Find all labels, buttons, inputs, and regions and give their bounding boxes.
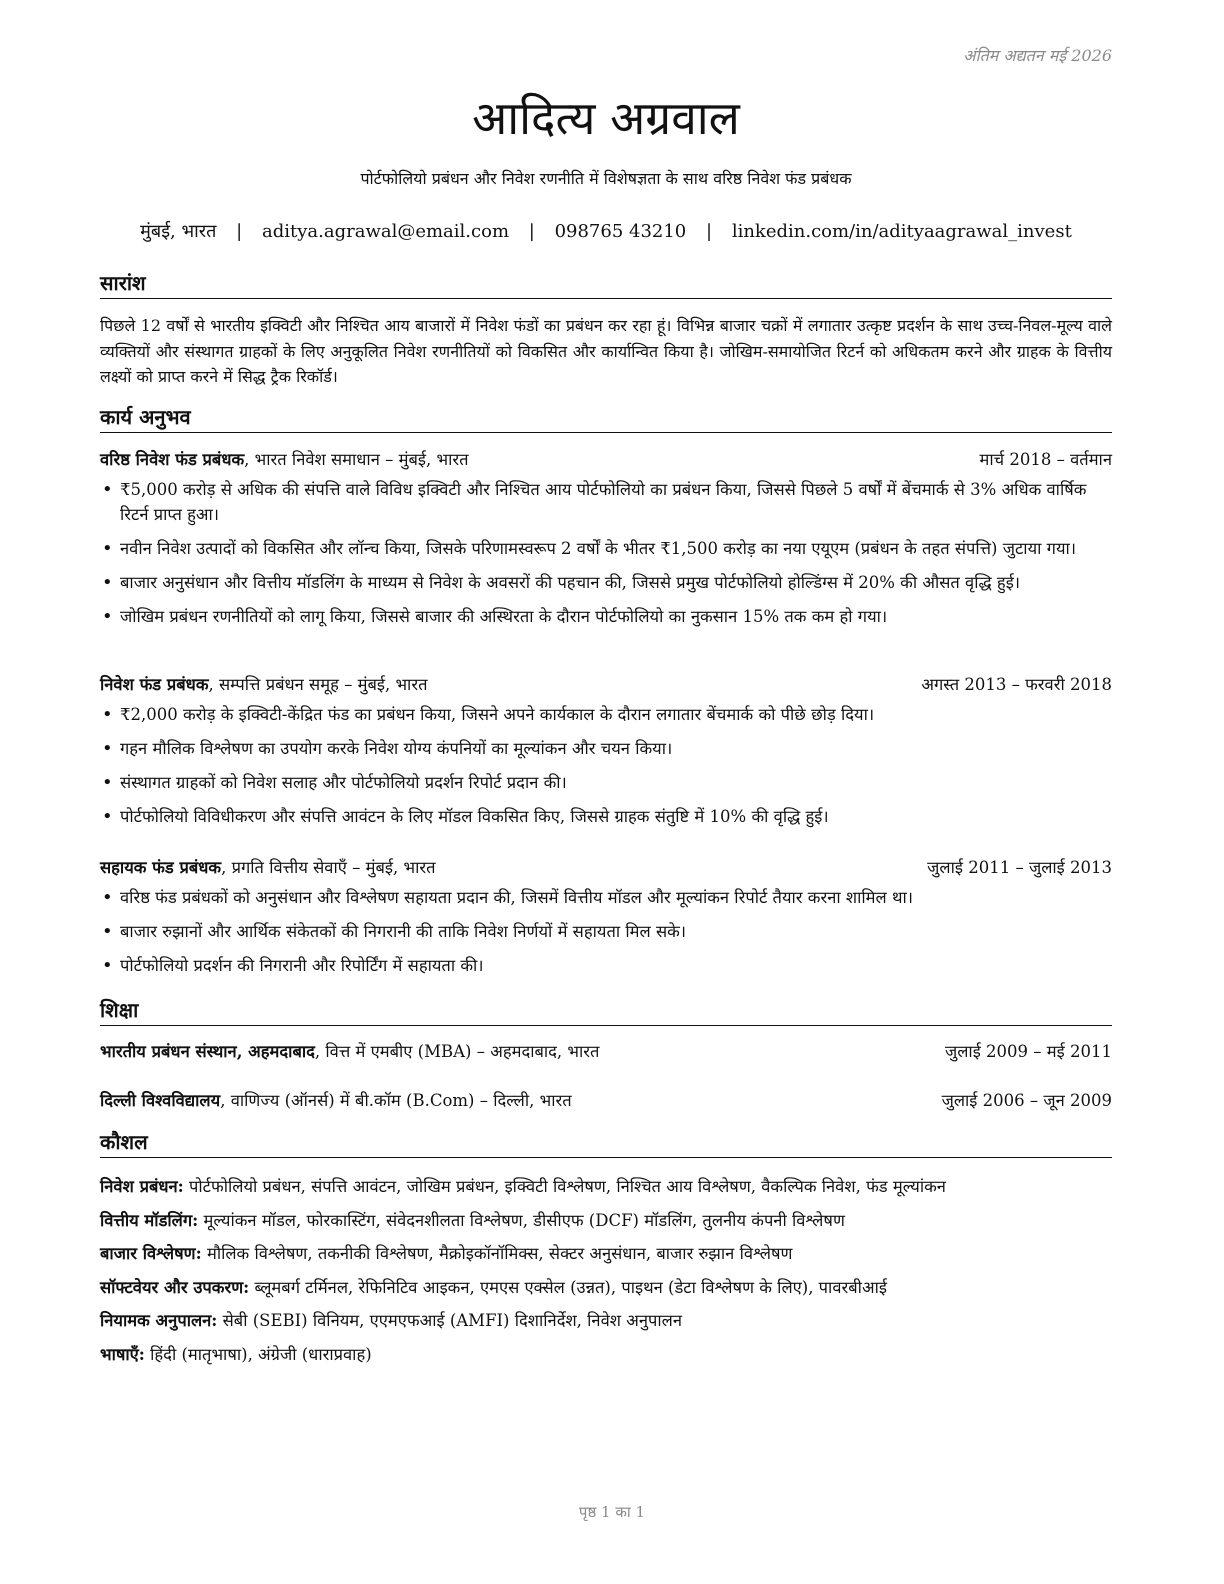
contact-separator: |	[706, 221, 713, 242]
skill-category: निवेश प्रबंधन:	[100, 1177, 184, 1196]
summary-text: पिछले 12 वर्षों से भारतीय इक्विटी और निश्चित आय बाजारों में निवेश फंडों का प्रबंधन कर रहा हूं। विभिन्न बाजार चक्रों में लगातार उत्कृष्ट प्रदर्शन के साथ उच्च-निवल-मूल्य वाले व्यक्तियों और संस्थागत ग्राहकों के लिए अनुकूलित निवेश रणनीतियों को विकसित और कार्यान्वित किया है। जोखिम-समायोजित रिटर्न को अधिकतम करने और ग्राहक के वित्तीय लक्ष्यों को प्राप्त करने में सिद्ध ट्रैक रिकॉर्ड।	[100, 316, 1112, 386]
job-title: वरिष्ठ निवेश फंड प्रबंधक	[100, 450, 245, 469]
education-dates: जुलाई 2006 – जून 2009	[941, 1091, 1112, 1110]
skill-row	[100, 1170, 1112, 1204]
section-title-skills: कौशल	[100, 1129, 1112, 1158]
skill-items: मूल्यांकन मॉडल, फोरकास्टिंग, संवेदनशीलता विश्लेषण, डीसीएफ (DCF) मॉडलिंग, तुलनीय कंपनी विश्लेषण	[198, 1210, 845, 1230]
skills-list	[100, 1170, 1112, 1372]
job-org: , प्रगति वित्तीय सेवाएँ – मुंबई, भारत	[221, 858, 436, 877]
skill-row	[100, 1271, 1112, 1305]
skill-items: सेबी (SEBI) विनियम, एएमएफआई (AMFI) दिशानिर्देश, निवेश अनुपालन	[217, 1311, 682, 1331]
skill-category: नियामक अनुपालन:	[100, 1311, 218, 1331]
contact-location: मुंबई, भारत	[140, 221, 217, 242]
skill-items: हिंदी (मातृभाषा), अंग्रेजी (धाराप्रवाह)	[144, 1344, 372, 1364]
education-institution: भारतीय प्रबंधन संस्थान, अहमदाबाद	[100, 1042, 315, 1061]
job-title: निवेश फंड प्रबंधक	[100, 675, 209, 694]
skill-row	[100, 1204, 1112, 1238]
skill-row	[100, 1338, 1112, 1372]
section-title-summary: सारांश	[100, 270, 1112, 299]
contact-separator: |	[528, 221, 535, 242]
contact-email-link[interactable]: aditya.agrawal@email.com	[261, 221, 510, 242]
job-bullet: • ₹2,000 करोड़ के इक्विटी-केंद्रित फंड का प्रबंधन किया, जिसने अपने कार्यकाल के दौरान लगातार बेंचमार्क को पीछे छोड़ दिया।	[100, 702, 1112, 727]
education-row	[100, 1089, 1112, 1113]
job-heading	[100, 448, 1112, 472]
job-bullet: • संस्थागत ग्राहकों को निवेश सलाह और पोर्टफोलियो प्रदर्शन रिपोर्ट प्रदान की।	[100, 770, 1112, 795]
job-org: , भारत निवेश समाधान – मुंबई, भारत	[244, 450, 469, 469]
job-bullet: • पोर्टफोलियो विविधीकरण और संपत्ति आवंटन के लिए मॉडल विकसित किए, जिससे ग्राहक संतुष्टि में 10% की वृद्धि हुई।	[100, 804, 1112, 829]
job-bullet: • गहन मौलिक विश्लेषण का उपयोग करके निवेश योग्य कंपनियों का मूल्यांकन और चयन किया।	[100, 736, 1112, 761]
education-dates: जुलाई 2009 – मई 2011	[945, 1042, 1112, 1061]
candidate-name: आदित्य अग्रवाल	[472, 91, 740, 145]
education-detail: , वाणिज्य (ऑनर्स) में बी.कॉम (B.Com) – दिल्ली, भारत	[220, 1091, 572, 1110]
job-dates: जुलाई 2011 – जुलाई 2013	[927, 858, 1112, 877]
job-org: , सम्पत्ति प्रबंधन समूह – मुंबई, भारत	[208, 675, 428, 694]
candidate-tagline: पोर्टफोलियो प्रबंधन और निवेश रणनीति में विशेषज्ञता के साथ वरिष्ठ निवेश फंड प्रबंधक	[360, 169, 852, 188]
job-bullets	[100, 477, 1112, 638]
skill-row	[100, 1237, 1112, 1271]
skill-category: वित्तीय मॉडलिंग:	[100, 1210, 199, 1230]
contact-linkedin-link[interactable]: linkedin.com/in/adityaagrawal_invest	[731, 221, 1072, 242]
skill-items: मौलिक विश्लेषण, तकनीकी विश्लेषण, मैक्रोइकॉनॉमिक्स, सेक्टर अनुसंधान, बाजार रुझान विश्लेषण	[201, 1244, 793, 1264]
job-bullet: • ₹5,000 करोड़ से अधिक की संपत्ति वाले विविध इक्विटी और निश्चित आय पोर्टफोलियो का प्रबंधन किया, जिससे पिछले 5 वर्षों में बेंचमार्क से 3% अधिक वार्षिक रिटर्न प्राप्त हुआ।	[100, 477, 1112, 527]
job-bullet: • वरिष्ठ फंड प्रबंधकों को अनुसंधान और विश्लेषण सहायता प्रदान की, जिसमें वित्तीय मॉडल और मूल्यांकन रिपोर्ट तैयार करना शामिल था।	[100, 885, 1112, 910]
skill-category: भाषाएँ:	[100, 1344, 145, 1364]
skill-category: बाजार विश्लेषण:	[100, 1244, 202, 1264]
skill-items: ब्लूमबर्ग टर्मिनल, रेफिनिटिव आइकन, एमएस एक्सेल (उन्नत), पाइथन (डेटा विश्लेषण के लिए), पावरबीआई	[249, 1277, 887, 1297]
skill-category: सॉफ्टवेयर और उपकरण:	[100, 1277, 250, 1297]
job-heading	[100, 856, 1112, 880]
skill-items: पोर्टफोलियो प्रबंधन, संपत्ति आवंटन, जोखिम प्रबंधन, इक्विटी विश्लेषण, निश्चित आय विश्लेषण, वैकल्पिक निवेश, फंड मूल्यांकन	[183, 1177, 946, 1196]
job-bullet: • जोखिम प्रबंधन रणनीतियों को लागू किया, जिससे बाजार की अस्थिरता के दौरान पोर्टफोलियो का नुकसान 15% तक कम हो गया।	[100, 604, 1112, 629]
job-bullet: • पोर्टफोलियो प्रदर्शन की निगरानी और रिपोर्टिंग में सहायता की।	[100, 953, 1112, 978]
section-title-education: शिक्षा	[100, 997, 1112, 1026]
job-bullet: • बाजार अनुसंधान और वित्तीय मॉडलिंग के माध्यम से निवेश के अवसरों की पहचान की, जिससे प्रमुख पोर्टफोलियो होल्डिंग्स में 20% की औसत वृद्धि हुई।	[100, 570, 1112, 595]
education-institution: दिल्ली विश्वविद्यालय	[100, 1091, 221, 1110]
job-bullet: • नवीन निवेश उत्पादों को विकसित और लॉन्च किया, जिसके परिणामस्वरूप 2 वर्षों के भीतर ₹1,500 करोड़ का नया एयूएम (प्रबंधन के तहत संपत्ति) जुटाया गया।	[100, 536, 1112, 561]
job-bullets	[100, 702, 1112, 838]
contact-phone: 098765 43210	[554, 221, 687, 242]
job-title: सहायक फंड प्रबंधक	[100, 858, 222, 877]
education-row	[100, 1040, 1112, 1064]
skill-row	[100, 1304, 1112, 1338]
job-bullet: • बाजार रुझानों और आर्थिक संकेतकों की निगरानी की ताकि निवेश निर्णयों में सहायता मिल सके।	[100, 919, 1112, 944]
contact-line	[100, 219, 1112, 243]
education-detail: , वित्त में एमबीए (MBA) – अहमदाबाद, भारत	[314, 1042, 600, 1061]
section-title-experience: कार्य अनुभव	[100, 404, 1112, 433]
job-dates: मार्च 2018 – वर्तमान	[979, 450, 1112, 469]
page-number-footer: पृष्ठ 1 का 1	[578, 1503, 646, 1521]
last-updated-note: अंतिम अद्यतन मई 2026	[963, 46, 1112, 65]
job-heading	[100, 673, 1112, 697]
job-dates: अगस्त 2013 – फरवरी 2018	[921, 675, 1112, 694]
job-bullets	[100, 885, 1112, 987]
contact-separator: |	[236, 221, 243, 242]
